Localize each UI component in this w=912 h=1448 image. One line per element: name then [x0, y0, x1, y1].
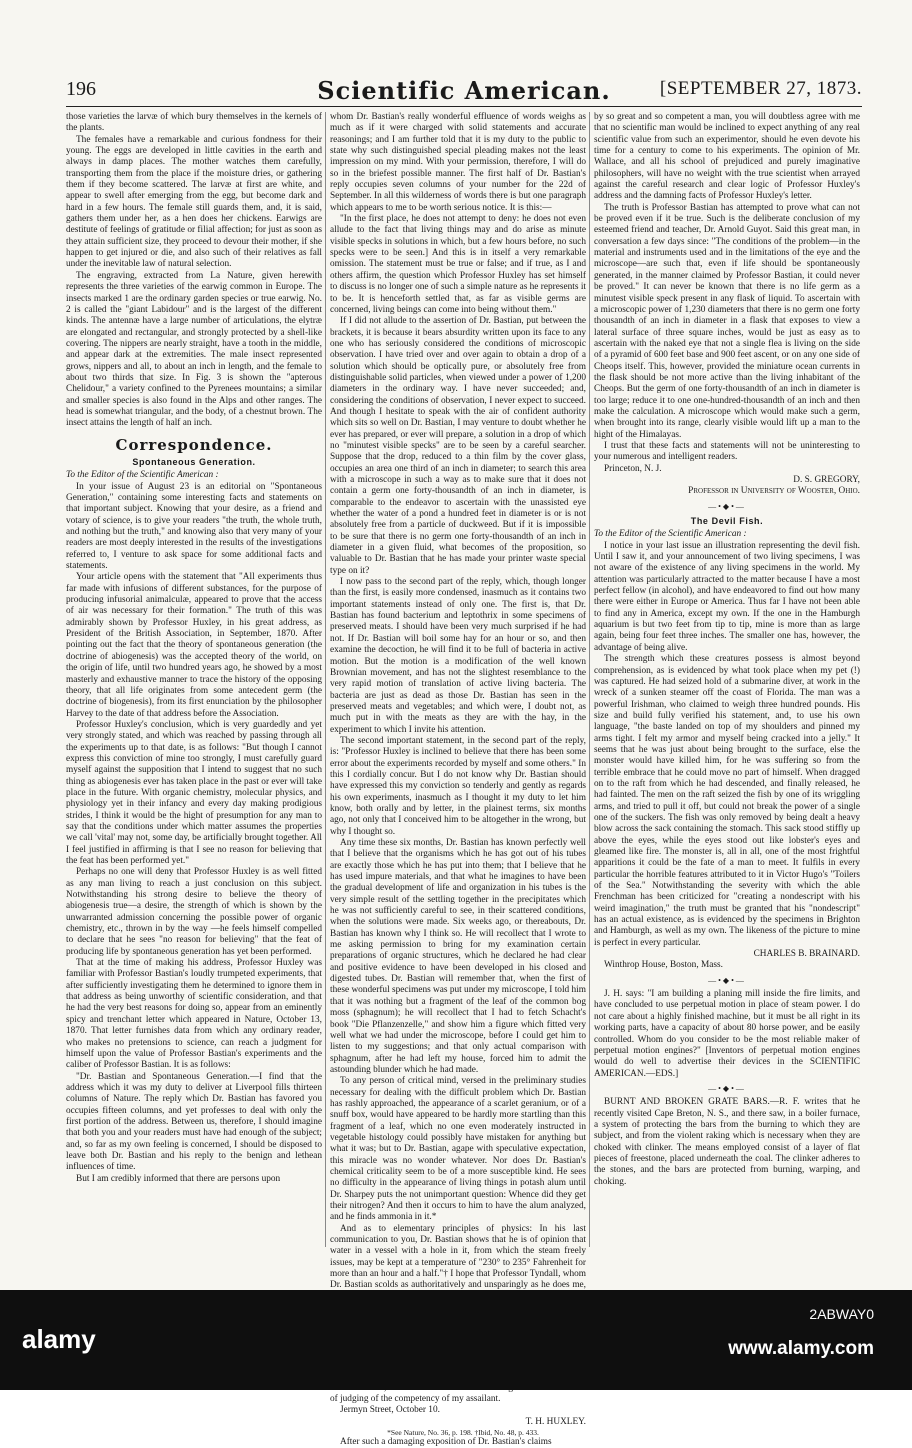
page-header — [66, 78, 862, 106]
signature: T. H. HUXLEY. — [525, 1416, 586, 1427]
page-number: 196 — [66, 78, 96, 100]
paragraph: The second important statement, in the second part of the reply, is: "Professor Huxley is inclined to believe that there has been some error about the experiments recorded by myself and some others." In this I cordially concur. But I do not know why Dr. Bastian should have expressed this my conviction so tenderly and gently as regards his own experiments, inasmuch as I thought it my duty to let him know, both orally and by letter, in the plainest terms, six months ago, not only that I conceived him to be altogether in the wrong, but why I thought so. — [330, 735, 586, 837]
paragraph: Your article opens with the statement that "All experiments thus far made with infusions of different substances, for the purpose of producing infusorial animalculæ, appeared to prove that the access of air was necessary for their formation." The truth of this was admirably shown by Professor Huxley, in his great address, as President of the British Association, in September, 1870. After pointing out the fact that the theory of spontaneous generation (the doctrine of abiogenesis) was the accepted theory of the world, on the origin of life, until two hundred years ago, he showed by a most masterly and exhaustive manner to trace the history of the opposing theory, that all life originates from some antecedent germ (the doctrine of biogenesis), from its first enunciation by the philosopher Harvey to the date of that address before the Association. — [66, 572, 322, 719]
column-3 — [594, 112, 860, 1290]
dateline — [330, 1405, 586, 1416]
paragraph: To any person of critical mind, versed in the preliminary studies necessary for dealing with the difficult problem which Dr. Bastian has rashly approached, the appearance of a scarlet geranium, or of a snuff box, would have appeared to be hardly more startling than this fragment of a leaf, which no one even moderately instructed in vegetable histology could possibly have mistaken for anything but what it was; but to Dr. Bastian, agape with speculative expectation, this miracle was no wonder whatever. Nor does Dr. Bastian's chemical criticality seem to be of a more susceptible kind. He sees no difficulty in the appearance of living things in potash alum until Dr. Sharpey puts the not unimportant question: Whence did they get their nitrogen? And then it occurs to him to have the alum analyzed, and he finds ammonia in it.* — [330, 1076, 586, 1223]
paragraph: Perhaps no one will deny that Professor Huxley is as well fitted as any man living to reach a just conclusion on this subject. Notwithstanding his strong desire to believe the theory of abiogenesis true—a desire, the strength of which is shown by the unwarranted admission concerning the possible power of organic chemistry, etc., thrown in by the way —he feels himself compelled to declare that he sees "no reason for believing" that the feat of producing life by spontaneous generation has yet been performed. — [66, 867, 322, 957]
paragraph: J. H. says: "I am building a planing mill inside the fire limits, and have concluded to use perpetual motion in place of steam power. I do not care about a highly finished machine, but it must be all right in its working parts, have a capacity of about 80 horse power, and be easily controlled. Whom do you consider to be the most reliable maker of perpetual motion engines?" [Inventors of perpetual motion engines would do well to advertise their devices in the SCIENTIFIC AMERICAN.—EDS.] — [594, 989, 860, 1079]
header-rule — [66, 106, 862, 107]
alamy-logo-icon — [22, 1322, 162, 1356]
signature: CHARLES B. BRAINARD. — [753, 949, 860, 960]
column-divider — [325, 112, 326, 1247]
paragraph: The strength which these creatures possess is almost beyond comprehension, as is evidenced by what took place when my pet (!) was captured. He had seized hold of a submarine diver, at work in the wreck of a sunken steamer off the coast of Florida. The man was a powerful Irishman, who claimed to weigh three hundred pounds. His size and build fully verified his statement, and, to use his own language, "the baste landed on top of my shoulders and pinned my arms tight. I felt my armor and myself being cracked into a jelly." It seems that he was just about being brought to the surface, else the monster would have killed him, for he was suffering so from the terrible embrace that he could move no part of himself. When dragged on to the raft from which he had descended, and finally released, he had fainted. The men on the raft seized the fish by one of its wriggling arms, and tried to pull it off, but could not break the power of a single one of the suckers. The fish was only removed by being dealt a heavy blow across the sack containing the stomach. This sack stood stiffly up above the eyes, while the eyes stood out like lobster's eyes and gleamed like fire. The monster is, all in all, one of the most frightful apparitions it could be the fate of a man to meet. It fulfils in every particular the horrible features attributed to it in Victor Hugo's "Toilers of the Sea." Notwithstanding the severity with which the able Frenchman has been criticized for "creating a nondescript with his weird imagination," the truth must be granted that his "nondescript" has an actual existence, as is evidenced by the specimens in Brighton and Hamburgh, as well as my own. The likeness of the picture to mine is perfect in every particular. — [594, 654, 860, 948]
column-1 — [66, 112, 322, 1290]
dateline-text: Jermyn Street, October 10. — [340, 1405, 440, 1416]
signature-title: Professor in University of Wooster, Ohio. — [688, 486, 860, 497]
paragraph: "In the first place, he does not attempt to deny: he does not even allude to the fact that living things may and do arise as minute visible specks in solutions in which, but a few hours before, no such specks were to be seen.] And this is in itself a very remarkable omission. The statement must be true or false; and if true, as I and others affirm, the question which Professor Huxley has set himself to discuss is no longer one of such a simple nature as he represents it to be. It is henceforth settled that, as far as visible germs are concerned, living beings can come into being without them." — [330, 214, 586, 315]
salutation: To the Editor of the Scientific American : — [594, 529, 747, 540]
paragraph: I trust that these facts and statements will not be uninteresting to your numerous and intelligent readers. — [594, 440, 860, 463]
separator-ornament: —•◆•— — [708, 975, 746, 985]
paragraph: The truth is Professor Bastian has attempted to prove what can not be proved even if it be true. Such is the deliberate conclusion of my esteemed friend and teacher, Dr. Arnold Guyot. Said this great man, in conversation a few days since: "The conditions of the problem—in the material and instruments used and in the limitations of the eye and the microscope—are such that, even if life should be spontaneously generated, in the manner claimed by Professor Bastian, it could never be proved." It can never be known that there is no life germ as a minutest visible speck present in any flask of liquid. To ascertain with a microscopic power of 1,230 diameters that there is no germ one forty thousandth of an inch in diameter in a flask that exposes to view a lateral surface of three square inches, would be just as easy as to ascertain with the naked eye that not a single flea is living on the side of a pyramid of 600 feet base and 900 feet ascent, or on any one side of Cheops itself. This, however, provided the miniature ocean currents in the flask should be not more active than the living inhabitant of the Cheops. But the germ of one forty-thousandth of an inch in diameter is too large; reduce it to one one-hundred-thousandth of an inch and then make the calculation. A microscope which would make such a germ, when brought into its range, clearly visible would lift up a man to the hight of the Himalayas. — [594, 202, 860, 440]
separator-ornament: —•◆•— — [708, 501, 746, 511]
paragraph: After such a damaging exposition of Dr. Bastian's claims — [340, 1436, 552, 1447]
article-title: The Devil Fish. — [690, 516, 764, 527]
paragraph: whom Dr. Bastian's really wonderful effluence of words weighs as much as if it were charged with solid statements and accurate reasonings; and I am further told that it is my duty to the public to state why such distinguished special pleading makes not the least impression on my mind. With your permission, therefore, I will do so in the briefest possible manner. The first half of Dr. Bastian's reply occupies seven columns of your number for the 22d of September. In all this wilderness of words there is but one paragraph which appears to me to be worth serious notice. It is this:— — [330, 112, 586, 213]
paragraph: That at the time of making his address, Professor Huxley was familiar with Professor Bastian's loudly trumpeted experiments, that after sufficiently investigating them he determined to ignore them in that address as being unworthy of scientific consideration, and that he had the very best reasons for doing so, appear from an eminently spicy and trenchant letter which appeared in Nature, October 13, 1870. That letter furnishes data from which any ordinary reader, who makes no pretensions to science, can reach a judgment for himself upon the value of Professor Bastian's experiments and the caliber of Professor Bastian. It is as follows: — [66, 958, 322, 1071]
signature: D. S. GREGORY, — [793, 475, 860, 485]
column-2 — [330, 112, 586, 1447]
salutation: To the Editor of the Scientific American : — [66, 470, 219, 481]
paragraph: "Dr. Bastian and Spontaneous Generation.—I find that the address which it was my duty to deliver at Liverpool fills thirteen columns of Nature. The reply which Dr. Bastian has favored you occupies fifteen columns, and yet professes to deal with only the first portion of the address. Between us, therefore, I should imagine that both you and your readers must have had enough of the subject; and, so far as my own feeling is concerned, I should be disposed to leave both Dr. Bastian and his reply to the benign and lethean influences of time. — [66, 1071, 322, 1173]
watermark-url: www.alamy.com — [728, 1338, 874, 1359]
paragraph: And as to elementary principles of physics: In his last communication to you, Dr. Bastian shows that he is of opinion that water in a vessel with a hole in it, from which the steam freely issues, may be kept at a temperature of "230° to 235° Fahrenheit for more than an hour and a half."† I hope that Professor Tyndall, whom Dr. Bastian scolds as authoritatively and unsparingly as he does me, — [330, 1223, 586, 1291]
paragraph: Any time these six months, Dr. Bastian has known perfectly well that I believe that the organisms which he has got out of his tubes are exactly those which he has put into them; that I believe that he has used impure materials, and that what he imagines to have been the gradual development of life and organization in his tubes is the very simple result of the settling together in the precipitates which he was not sufficiently careful to see, in their scattered conditions, when the solutions were made. Six weeks ago, or thereabouts, Dr. Bastian has known why I think so. He will recollect that I wrote to me asking permission to bring for my examination certain preparations of organic structures, which he declared he had clear and positive evidence to have been developed in his closed and digested tubes. Dr. Bastian will remember that, when the first of these wonderful specimens was put under my microscope, I told him that it was nothing but a fragment of the leaf of the common bog moss (sphagnum); he will recollect that I had to fetch Schacht's book "Die Pflanzenzelle," and show him a figure which fitted very well what we had under the microscope, before I could get him to listen to my suggestions; and that only actual comparison with sphagnum, after he had left my house, forced him to admit the astounding blunder which he had made. — [330, 838, 586, 1075]
section-title: Correspondence. — [115, 435, 273, 454]
paragraph: In your issue of August 23 is an editorial on "Spontaneous Generation," containing some interesting facts and statements on that important subject. Knowing that your desire, as a friend and votary of science, is to give your readers "the truth, the whole truth, and nothing but the truth," and knowing also that very many of your readers are most deeply interested in the results of the investigations referred to, I venture to ask space for some additional facts and statements. — [66, 481, 322, 572]
column-divider — [589, 112, 590, 1247]
paragraph: of judging of the competency of my assailant. — [330, 1393, 501, 1404]
svg-text:alamy: alamy — [22, 1324, 96, 1354]
paragraph: If I did not allude to the assertion of Dr. Bastian, put between the brackets, it is because it bears absurdity written upon its face to any one who has seriously considered the conditions of microscopic observation. I have tried over and over again to obtain a drop of a solution which should be optically pure, or absolutely free from distinguishable solid particles, when viewed under a power of 1,200 diameters in the ordinary way. I have never succeeded; and, considering the conditions of observation, I never expect to succeed. And though I hesitate to speak with the air of confident authority which sits so well on Dr. Bastian, I may venture to doubt whether he ever has prepared, or ever will prepare, a solution in a drop of which no "minutest visible specks" are to be seen by a careful searcher. Suppose that the drop, reduced to a thin film by the cover glass, occupies an area one third of an inch in diameter; to search this area with a microscope in such a way as to make sure that it does not contain a germ one forty-thousandth of an inch in diameter, is comparable to the endeavor to ascertain with the unassisted eye whether the water of a pond a hundred feet in diameter is or is not absolutely free from a particle of duckweed. But if it is impossible to be sure that there is no germ one forty-thousandth of an inch in diameter in a given fluid, what becomes of the proposition, so valuable to Dr. Bastian that he has made your printer waste special type on it? — [330, 316, 586, 576]
paragraph: Professor Huxley's conclusion, which is very guardedly and yet very strongly stated, and which was reached by passing through all the experiments up to that date, is as follows: "But though I cannot express this conviction of mine too strongly, I must carefully guard myself against the supposition that I intend to suggest that no such thing as abiogenesis ever has taken place in the past or ever will take place in the future. With organic chemistry, molecular physics, and physiology yet in their infancy and every day making prodigious strides, I think it would be the hight of presumption for any man to say that the conditions under which matter assumes the properties we call 'vital' may not, some day, be artificially brought together. All I feel justified in affirming is that I see no reason for believing that the feat has been performed yet." — [66, 719, 322, 866]
paragraph: I notice in your last issue an illustration representing the devil fish. Until I saw it, and your announcement of two living specimens, I was not aware of the existence of any living specimens in the world. My attention was particularly attracted to the matter because I have a most perfect fellow (in alcohol), and have endeavored to find out how many there were either in Europe or America. Thus far I have not been able to find any in America, except my own. If the one in the Hamburgh aquarium is but two feet from tip to tip, mine is more than as large again, being four feet three inches. The smaller one has, however, the advantage of being alive. — [594, 540, 860, 653]
paragraph: by so great and so competent a man, you will doubtless agree with me that no scientific man would be inclined to expect anything of any real scientific value from such an experimentor, should he even devote his time for a century to come to his experiments. The opinion of Mr. Wallace, and all his school of prejudiced and purely imaginative philosophers, will have no weight with the true scientist when arrayed against the careful research and clear logic of Professor Huxley's address and the damning facts of Professor Huxley's letter. — [594, 112, 860, 202]
issue-date: [SEPTEMBER 27, 1873. — [659, 78, 862, 99]
footnote: *See Nature, No. 36, p. 198. †Ibid, No. 48, p. 433. — [387, 1427, 539, 1437]
paragraph: The engraving, extracted from La Nature, given herewith represents the three varieties of the earwig common in Europe. The insects marked 1 are the ordinary garden species or true earwig. No. 2 is called the "giant Labidour" and is the largest of the different kinds. The antennæ have a large number of articulations, the elytræ are elongated and rectangular, and strongly protected by a shell-like covering. The nippers are nearly straight, have a tooth in the middle, and appear dark at the extremities. The male insect represented grows, nippers and all, to about an inch in length, and the female to about two thirds that size. In Fig. 3 is shown the "apterous Chelidour," a variety confined to the Pyrenees mountains; a similar and smaller species is also found in the Alps and other ranges. The head is somewhat triangular, and the body, of a chestnut brown. The insect attains the length of half an inch. — [66, 270, 322, 429]
paragraph: those varieties the larvæ of which bury themselves in the kernels of the plants. — [66, 112, 322, 134]
masthead-title: Scientific American. — [317, 76, 611, 105]
dateline: Princeton, N. J. — [604, 463, 662, 474]
paragraph: I now pass to the second part of the reply, which, though longer than the first, is easily more condensed, inasmuch as it contains two important statements instead of only one. The first is, that Dr. Bastian has found bacterium and leptothrix in some specimens of preserved meats. I should have been very much surprised if he had not. If Dr. Bastian will boil some hay for an hour or so, and then examine the decoction, he will find it to be full of bacteria in active motion. But the motion is a modification of the well known Brownian movement, and has not the slightest resemblance to the very rapid motion of translation of active living bacteria. The bacteria are just as dead as those Dr. Bastian has seen in the preserved meats and vegetables; and which were, I doubt not, as much put in with the meats as they are with the hay, in the experiment to which I invite his attention. — [330, 577, 586, 735]
paragraph: The females have a remarkable and curious fondness for their young. The eggs are developed in little cavities in the earth and always in damp places. The mother watches them carefully, transporting them from the place if the moisture dries, or gathering them if they become scattered. The larvæ at first are white, and appear to swell after emerging from the egg, but become dark and hard in a few hours. The female still guards them, and, it is said, gathers them under her, as a hen does her chickens. Earwigs are destitute of feelings of gratitude or filial affection; for just as soon as they attain sufficient size, they proceed to devour their mother, if she happen to get injured or die, and also such of their relatives as fall under the inevitable law of natural selection. — [66, 134, 322, 270]
dateline: Winthrop House, Boston, Mass. — [604, 960, 723, 971]
image-code: 2ABWAY0 — [809, 1306, 874, 1322]
paragraph: BURNT AND BROKEN GRATE BARS.—R. F. writes that he recently visited Cape Breton, N. S., and there saw, in a boiler furnace, a system of protecting the bars from the burning to which they are subject, and from the violent raking which is necessary when they are choked with clinker. The means employed consist of a layer of flat pieces of freestone, placed underneath the coal. The clinker adheres to the stones, and the bars are protected from burning, warping, and choking. — [594, 1097, 860, 1187]
paragraph: But I am credibly informed that there are persons upon — [76, 1173, 281, 1184]
article-title: Spontaneous Generation. — [132, 456, 256, 467]
separator-ornament: —•◆•— — [708, 1083, 746, 1093]
